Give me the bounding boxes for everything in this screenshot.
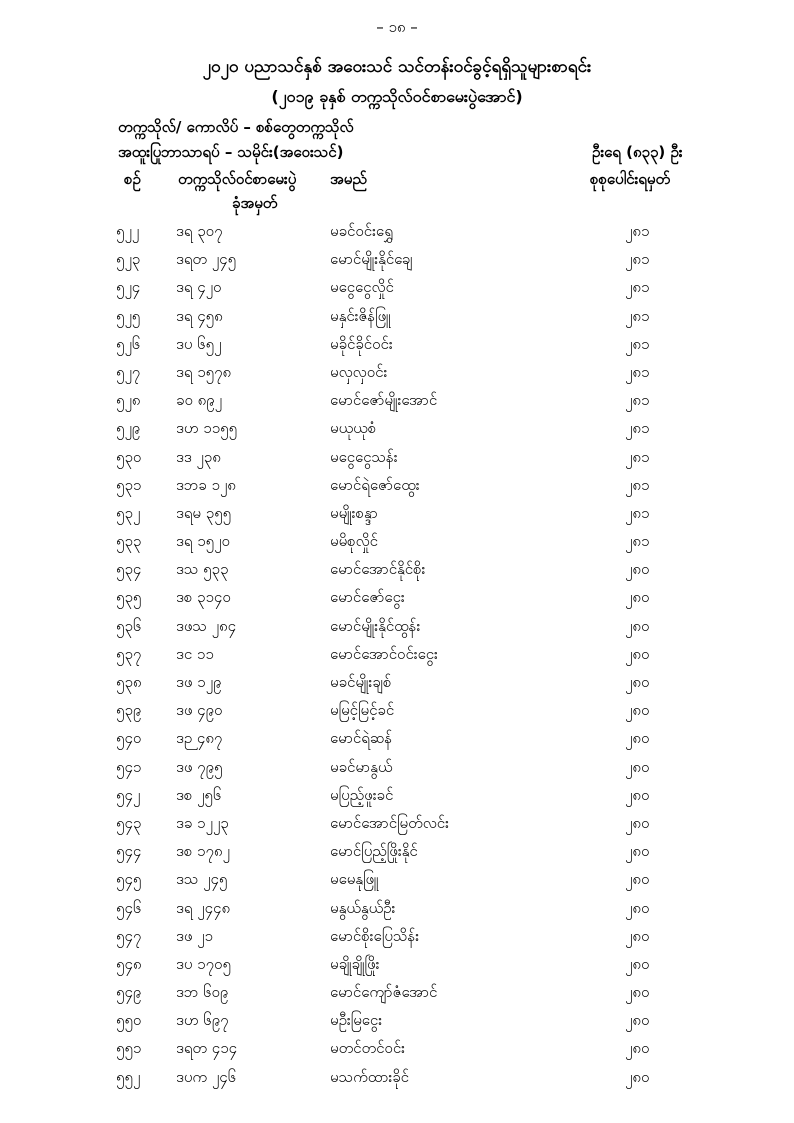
table-row (0, 1011, 794, 1039)
column-header-roll-sub: ခုံအမှတ် (232, 194, 278, 212)
total-score: ၂၈၀ (625, 644, 650, 663)
table-row (0, 729, 794, 757)
student-name: မခိုင်ခိုင်ဝင်း (330, 334, 393, 353)
total-score: ၂၈၁ (625, 532, 650, 551)
student-name: မခင်ဝင်းရွှေ (330, 222, 393, 240)
roll-number: ဒဟ ၆၉၇ (176, 1011, 229, 1030)
row-number: ၅၂၆ (116, 334, 141, 353)
table-row (0, 927, 794, 955)
student-name: မမေနုဖြူ (330, 870, 379, 889)
table-row (0, 617, 794, 645)
student-name: မောင်အောင်နိုင်စိုး (330, 560, 426, 579)
table-row (0, 419, 794, 447)
row-number: ၅၅၁ (116, 1039, 142, 1058)
total-score: ၂၈၁ (625, 475, 650, 494)
student-name: မငွေငွေလှိုင် (330, 278, 394, 297)
student-name: မခင်မာနွယ် (330, 757, 393, 776)
total-score: ၂၈၁ (625, 278, 650, 297)
roll-number: ဒရ ၂၄၄၈ (176, 898, 231, 917)
total-score: ၂၈၀ (625, 588, 650, 607)
student-name: မနှင်းဇိန်ဖြူ (330, 306, 391, 325)
roll-number: ဒရ ၃၀၇ (176, 222, 223, 240)
total-score: ၂၈၀ (625, 701, 650, 720)
row-number: ၅၃၂ (116, 503, 141, 522)
roll-number: ဒသ ၅၃၃ (176, 560, 229, 579)
row-number: ၅၃၇ (116, 644, 142, 663)
total-score: ၂၈၁ (625, 250, 650, 269)
table-row (0, 448, 794, 476)
row-number: ၅၄၄ (116, 842, 142, 861)
roll-number: ဒဖ ၁၂၉ (176, 673, 222, 691)
student-name: မောင်မျိုးနိုင်ထွန်း (330, 616, 421, 635)
row-number: ၅၂၉ (116, 419, 141, 438)
university-label: တက္ကသိုလ်/ ကောလိပ် – စစ်တွေတက္ကသိုလ် (118, 118, 354, 136)
row-number: ၅၂၈ (116, 391, 141, 410)
student-name: မောင်ပြည့်ဖြိုးနိုင် (330, 842, 418, 861)
table-row (0, 701, 794, 729)
roll-number: ဒစ ၁၇၈၂ (176, 842, 230, 861)
roll-number: ဒဖ ၂၁ (176, 926, 213, 945)
table-row (0, 278, 794, 306)
major-label: အထူးပြုဘာသာရပ် – သမိုင်း(အဝေးသင်) (118, 143, 344, 161)
row-number: ၅၃၁ (116, 475, 142, 494)
total-score: ၂၈၀ (625, 1011, 650, 1030)
student-name: မလှလှဝင်း (330, 362, 388, 381)
student-name: မောင်ကျော်ဇံအောင် (330, 983, 438, 1002)
row-number: ၅၄၇ (116, 926, 142, 945)
roll-number: ဒသ ၂၄၅ (176, 870, 228, 889)
roll-number: ဒဟ ၁၁၅၅ (176, 419, 238, 438)
row-number: ၅၄၀ (116, 729, 142, 748)
student-name: မပြည့်ဖူးခင် (330, 785, 394, 804)
student-name: မောင်မျိုးနိုင်ချေ (330, 250, 413, 269)
student-name: မောင်ဇော်မျိုးအောင် (330, 391, 438, 410)
table-row (0, 532, 794, 560)
table-row (0, 476, 794, 504)
roll-number: ဒပ ၆၅၂ (176, 334, 222, 353)
table-row (0, 560, 794, 588)
table-row (0, 645, 794, 673)
table-row (0, 504, 794, 532)
total-score: ၂၈၁ (625, 306, 650, 325)
table-row (0, 1039, 794, 1067)
student-name: မောင်ရဲဇော်ထွေး (330, 475, 420, 494)
column-header-no: စဉ် (124, 170, 141, 188)
total-score: ၂၈၀ (625, 560, 650, 579)
table-row (0, 758, 794, 786)
total-score: ၂၈၀ (625, 926, 650, 945)
row-number: ၅၃၀ (116, 447, 142, 466)
roll-number: ဒရတ ၄၁၄ (176, 1039, 238, 1058)
table-row (0, 673, 794, 701)
table-row (0, 814, 794, 842)
table-row (0, 899, 794, 927)
row-number: ၅၂၃ (116, 250, 141, 269)
roll-number: ဒင ၁၁ (176, 644, 214, 663)
student-name: မဦးမြငွေး (330, 1011, 383, 1030)
roll-number: ဒဖ ၄၉၀ (176, 701, 223, 720)
table-row (0, 363, 794, 391)
table-row (0, 588, 794, 616)
total-score: ၂၈၀ (625, 1067, 650, 1086)
roll-number: ဒဉ ၄၈၇ (176, 729, 223, 748)
roll-number: ဒစ ၃၁၄၀ (176, 588, 231, 607)
row-number: ၅၂၅ (116, 306, 141, 325)
table-row (0, 786, 794, 814)
student-count: ဦးရေ (၈၃၃) ဦး (592, 143, 683, 161)
table-row (0, 870, 794, 898)
student-list (0, 222, 794, 1096)
total-score: ၂၈၀ (625, 813, 650, 832)
row-number: ၅၅၀ (116, 1011, 142, 1030)
table-row (0, 307, 794, 335)
page-number: – ၁၈ – (376, 18, 418, 36)
total-score: ၂၈၀ (625, 785, 650, 804)
row-number: ၅၂၇ (116, 362, 141, 381)
total-score: ၂၈၀ (625, 954, 650, 973)
table-row (0, 955, 794, 983)
roll-number: ဒဒ ၂၃၈ (176, 447, 221, 466)
row-number: ၅၄၉ (116, 983, 142, 1002)
total-score: ၂၈၀ (625, 729, 650, 748)
total-score: ၂၈၀ (625, 870, 650, 889)
roll-number: ဒရမ ၃၅၅ (176, 503, 232, 522)
roll-number: ဒရ ၁၅၇၈ (176, 362, 232, 381)
row-number: ၅၂၄ (116, 278, 141, 297)
total-score: ၂၈၁ (625, 222, 650, 240)
student-name: မငွေငွေသန်း (330, 447, 398, 466)
roll-number: ဒဘ ၆၀၉ (176, 983, 229, 1002)
student-name: မောင်ဇော်ငွေး (330, 588, 405, 607)
table-row (0, 222, 794, 250)
total-score: ၂၈၀ (625, 1039, 650, 1058)
table-row (0, 391, 794, 419)
row-number: ၅၅၂ (116, 1067, 141, 1086)
student-name: မခင်မျိုးချစ် (330, 673, 392, 691)
row-number: ၅၃၆ (116, 616, 142, 635)
column-header-total: စုစုပေါင်းရမှတ် (590, 170, 671, 188)
student-name: မယုယုစံ (330, 419, 377, 438)
table-row (0, 250, 794, 278)
roll-number: ဒဖ ၇၉၅ (176, 757, 223, 776)
total-score: ၂၈၀ (625, 757, 650, 776)
row-number: ၅၂၂ (116, 222, 140, 240)
row-number: ၅၄၆ (116, 898, 142, 917)
roll-number: ဒရ ၁၅၂၀ (176, 532, 230, 551)
roll-number: ဒရတ ၂၄၅ (176, 250, 237, 269)
row-number: ၅၄၂ (116, 785, 141, 804)
student-name: မောင်စိုးပြေသိန်း (330, 926, 420, 945)
student-name: မောင်အောင်ဝင်းငွေး (330, 644, 438, 663)
roll-number: ဒဖသ ၂၈၄ (176, 616, 237, 635)
row-number: ၅၃၃ (116, 532, 142, 551)
roll-number: ဒခ ၁၂၂၃ (176, 813, 229, 832)
row-number: ၅၃၄ (116, 560, 142, 579)
roll-number: ခဝ ၈၉၂ (176, 391, 223, 410)
total-score: ၂၈၁ (625, 362, 650, 381)
total-score: ၂၈၁ (625, 419, 650, 438)
student-name: မနွယ်နွယ်ဦး (330, 898, 396, 917)
document-title: ၂၀၂၀ ပညာသင်နှစ် အဝေးသင် သင်တန်းဝင်ခွင့်ရရှိသူများစာရင်း (202, 57, 592, 77)
table-row (0, 983, 794, 1011)
roll-number: ဒရ ၄၂၀ (176, 278, 222, 297)
total-score: ၂၈၀ (625, 616, 650, 635)
student-name: မတင်တင်ဝင်း (330, 1039, 405, 1058)
roll-number: ဒရ ၄၅၈ (176, 306, 223, 325)
student-name: မချိုချိုဖြိုး (330, 954, 380, 973)
column-header-roll: တက္ကသိုလ်ဝင်စာမေးပွဲ (178, 170, 297, 188)
total-score: ၂၈၀ (625, 673, 650, 691)
student-name: မမိစုလှိုင် (330, 532, 378, 551)
student-name: မောင်အောင်မြတ်လင်း (330, 813, 449, 832)
table-row (0, 335, 794, 363)
table-row (0, 1068, 794, 1096)
total-score: ၂၈၀ (625, 983, 650, 1002)
row-number: ၅၄၅ (116, 870, 142, 889)
total-score: ၂၈၁ (625, 334, 650, 353)
student-name: မမျိုးစန္ဒာ (330, 503, 378, 522)
row-number: ၅၄၃ (116, 813, 142, 832)
total-score: ၂၈၀ (625, 898, 650, 917)
student-name: မမြင့်မြင့်ခင် (330, 701, 395, 720)
roll-number: ဒစ ၂၅၆ (176, 785, 222, 804)
total-score: ၂၈၁ (625, 503, 650, 522)
row-number: ၅၄၁ (116, 757, 142, 776)
roll-number: ဒပ ၁၇၀၅ (176, 954, 231, 973)
student-name: မသက်ထားခိုင် (330, 1067, 409, 1086)
roll-number: ဒပက ၂၄၆ (176, 1067, 237, 1086)
total-score: ၂၈၀ (625, 842, 650, 861)
row-number: ၅၄၈ (116, 954, 142, 973)
column-header-name: အမည် (330, 170, 367, 188)
table-row (0, 842, 794, 870)
total-score: ၂၈၁ (625, 391, 650, 410)
total-score: ၂၈၁ (625, 447, 650, 466)
roll-number: ဒဘခ ၁၂၈ (176, 475, 236, 494)
student-name: မောင်ရဲဆန် (330, 729, 393, 748)
row-number: ၅၃၅ (116, 588, 142, 607)
row-number: ၅၃၈ (116, 673, 142, 691)
document-subtitle: (၂၀၁၉ ခုနှစ် တက္ကသိုလ်ဝင်စာမေးပွဲအောင်) (271, 87, 523, 106)
row-number: ၅၃၉ (116, 701, 142, 720)
